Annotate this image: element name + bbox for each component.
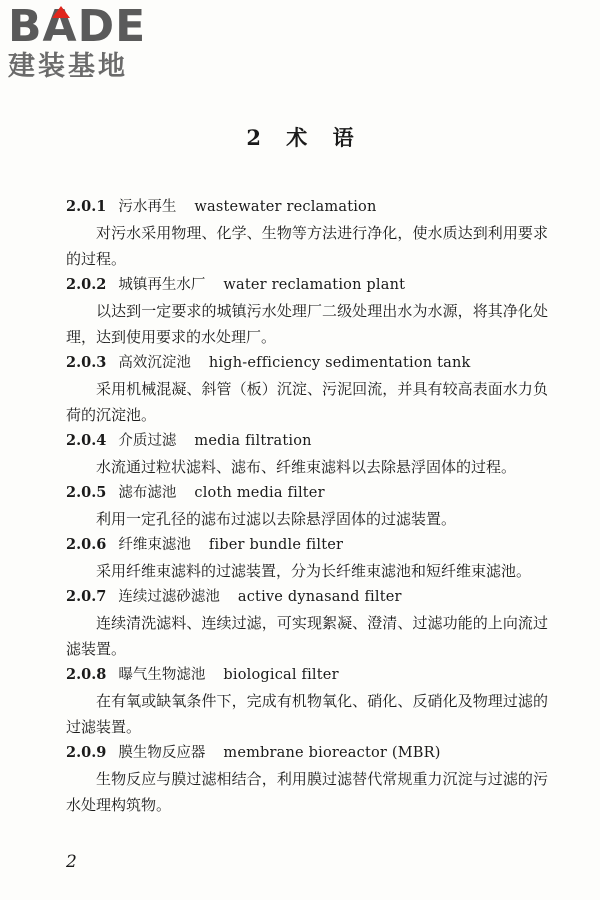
term-number: 2.0.1 <box>66 198 107 215</box>
term-definition: 连续清洗滤料、连续过滤，可实现絮凝、澄清、过滤功能的上向流过滤装置。 <box>66 614 548 658</box>
chapter-title: 2 术 语 <box>246 125 354 150</box>
term-entry <box>66 350 548 428</box>
term-number: 2.0.6 <box>66 536 107 553</box>
term-number: 2.0.9 <box>66 744 107 761</box>
logo-brand: BADE <box>8 1 147 52</box>
term-chinese: 曝气生物滤池 <box>118 667 206 683</box>
logo <box>8 1 178 82</box>
term-chinese: 污水再生 <box>118 199 177 215</box>
page-number: 2 <box>66 852 77 872</box>
term-heading <box>66 584 548 610</box>
term-definition: 在有氧或缺氧条件下，完成有机物氧化、硝化、反硝化及物理过滤的过滤装置。 <box>66 692 548 736</box>
term-entry <box>66 740 548 818</box>
term-english: media filtration <box>194 433 312 449</box>
term-number: 2.0.3 <box>66 354 107 371</box>
term-entry <box>66 194 548 272</box>
term-chinese: 高效沉淀池 <box>118 355 191 371</box>
logo-accent-icon <box>52 6 70 18</box>
term-chinese: 连续过滤砂滤池 <box>118 589 220 605</box>
term-english: biological filter <box>223 667 339 683</box>
term-entry <box>66 584 548 662</box>
term-heading <box>66 532 548 558</box>
term-definition: 采用纤维束滤料的过滤装置，分为长纤维束滤池和短纤维束滤池。 <box>96 562 532 580</box>
term-english: cloth media filter <box>194 485 325 501</box>
term-english: membrane bioreactor (MBR) <box>223 745 441 761</box>
term-chinese: 滤布滤池 <box>118 485 177 501</box>
term-chinese: 介质过滤 <box>118 433 177 449</box>
term-definition: 对污水采用物理、化学、生物等方法进行净化，使水质达到利用要求的过程。 <box>66 224 548 268</box>
term-heading <box>66 480 548 506</box>
term-number: 2.0.4 <box>66 432 107 449</box>
term-entry <box>66 428 548 480</box>
term-definition: 以达到一定要求的城镇污水处理厂二级处理出水为水源，将其净化处理，达到使用要求的水处理厂。 <box>66 302 548 346</box>
term-definition: 采用机械混凝、斜管（板）沉淀、污泥回流，并具有较高表面水力负荷的沉淀池。 <box>66 380 548 424</box>
term-heading <box>66 428 548 454</box>
term-chinese: 膜生物反应器 <box>118 745 206 761</box>
term-list <box>66 194 548 818</box>
term-chinese: 纤维束滤池 <box>118 537 191 553</box>
term-entry <box>66 272 548 350</box>
term-english: water reclamation plant <box>223 277 406 293</box>
term-english: high-efficiency sedimentation tank <box>208 355 471 371</box>
term-number: 2.0.2 <box>66 276 107 293</box>
term-heading <box>66 350 548 376</box>
term-entry <box>66 480 548 532</box>
term-heading <box>66 272 548 298</box>
term-english: active dynasand filter <box>237 589 402 605</box>
term-heading <box>66 662 548 688</box>
term-number: 2.0.8 <box>66 666 107 683</box>
term-heading <box>66 740 548 766</box>
term-heading <box>66 194 548 220</box>
term-entry <box>66 662 548 740</box>
term-english: fiber bundle filter <box>208 537 344 553</box>
term-entry <box>66 532 548 584</box>
term-number: 2.0.5 <box>66 484 107 501</box>
term-definition: 利用一定孔径的滤布过滤以去除悬浮固体的过滤装置。 <box>96 510 457 528</box>
term-chinese: 城镇再生水厂 <box>118 277 206 293</box>
term-definition: 水流通过粒状滤料、滤布、纤维束滤料以去除悬浮固体的过程。 <box>96 458 517 476</box>
term-definition: 生物反应与膜过滤相结合，利用膜过滤替代常规重力沉淀与过滤的污水处理构筑物。 <box>66 770 548 814</box>
term-english: wastewater reclamation <box>194 199 377 215</box>
logo-subtitle: 建装基地 <box>8 51 128 82</box>
term-number: 2.0.7 <box>66 588 107 605</box>
